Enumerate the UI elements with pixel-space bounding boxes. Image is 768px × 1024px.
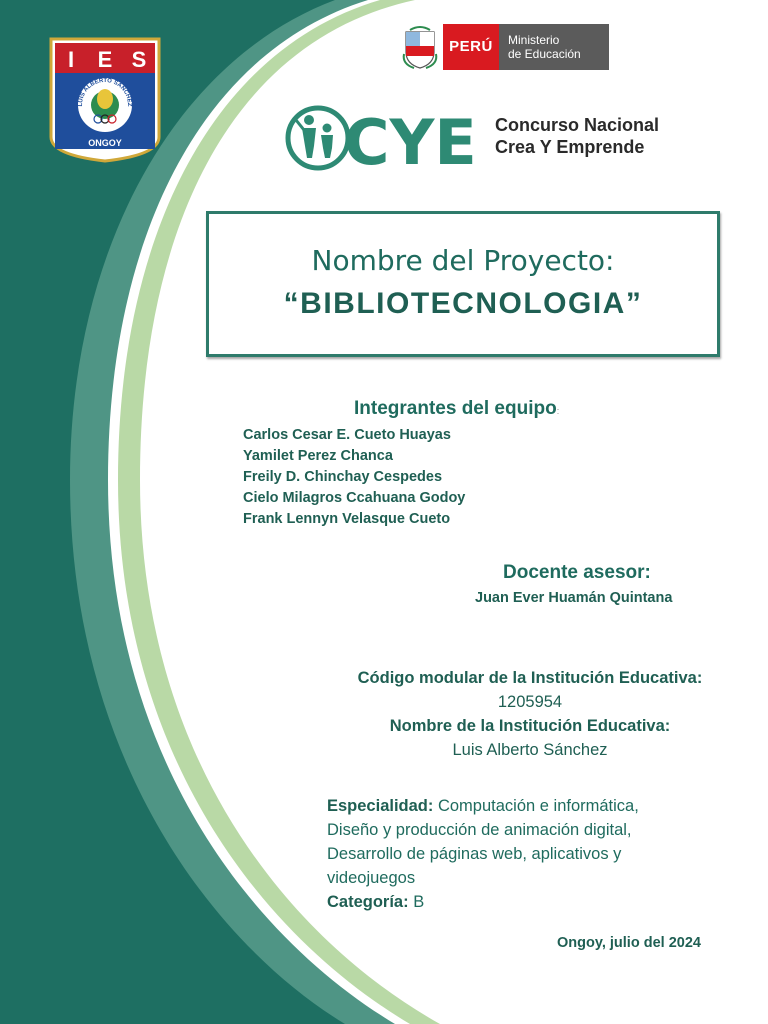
project-label: Nombre del Proyecto: [311, 244, 615, 277]
contest-line-1: Concurso Nacional [495, 115, 660, 135]
category-label: Categoría: [327, 893, 409, 911]
team-member: Freily D. Chinchay Cespedes [243, 469, 443, 485]
team-member: Yamilet Perez Chanca [243, 448, 393, 464]
place-date: Ongoy, julio del 2024 [557, 935, 701, 951]
ies-letter-i: I [67, 47, 75, 72]
code-label: Código modular de la Institución Educativa: [357, 669, 703, 687]
specialty-line-1: Computación e informática, [437, 797, 639, 815]
contest-line-2: Crea Y Emprende [495, 137, 645, 157]
team-heading-colon: : [556, 406, 560, 416]
ministry-line-1: Ministerio [508, 33, 560, 47]
specialty-line-2: Diseño y producción de animación digital, [327, 821, 632, 839]
team-member: Frank Lennyn Velasque Cueto [243, 511, 451, 527]
specialty-label: Especialidad: [327, 797, 434, 815]
specialty-line-4: videojuegos [327, 869, 416, 887]
peru-shield-icon [400, 24, 440, 70]
ministry-label [499, 24, 609, 70]
contest-name [495, 114, 659, 158]
docente-name: Juan Ever Huamán Quintana [475, 590, 673, 606]
team-member: Cielo Milagros Ccahuana Godoy [243, 490, 466, 506]
project-title-box [206, 211, 720, 357]
cye-logo [282, 102, 482, 174]
team-member: Carlos Cesar E. Cueto Huayas [243, 427, 451, 443]
specialty-line-3: Desarrollo de páginas web, aplicativos y [327, 845, 622, 863]
ies-ring-text: LUIS ALBERTO SÁNCHEZ [77, 77, 133, 107]
institution-name-value: Luis Alberto Sánchez [452, 741, 608, 759]
cye-wordmark: CYE [344, 106, 477, 174]
ies-band-text: ONGOY [88, 138, 122, 148]
ies-letter-s: S [131, 47, 147, 72]
institution-name-label: Nombre de la Institución Educativa: [389, 717, 671, 735]
docente-heading: Docente asesor: [503, 562, 651, 583]
specialty-block [327, 794, 707, 914]
code-value: 1205954 [497, 693, 563, 711]
team-list [243, 425, 465, 530]
team-heading [354, 398, 559, 420]
ies-school-logo [49, 37, 161, 163]
ies-letter-e: E [97, 47, 113, 72]
category-value: B [413, 893, 425, 911]
team-heading-text: Integrantes del equipo [354, 398, 557, 419]
ministry-line-2: de Educación [508, 47, 581, 61]
project-name: “BIBLIOTECNOLOGIA” [283, 287, 643, 320]
peru-label: PERÚ [443, 24, 499, 70]
